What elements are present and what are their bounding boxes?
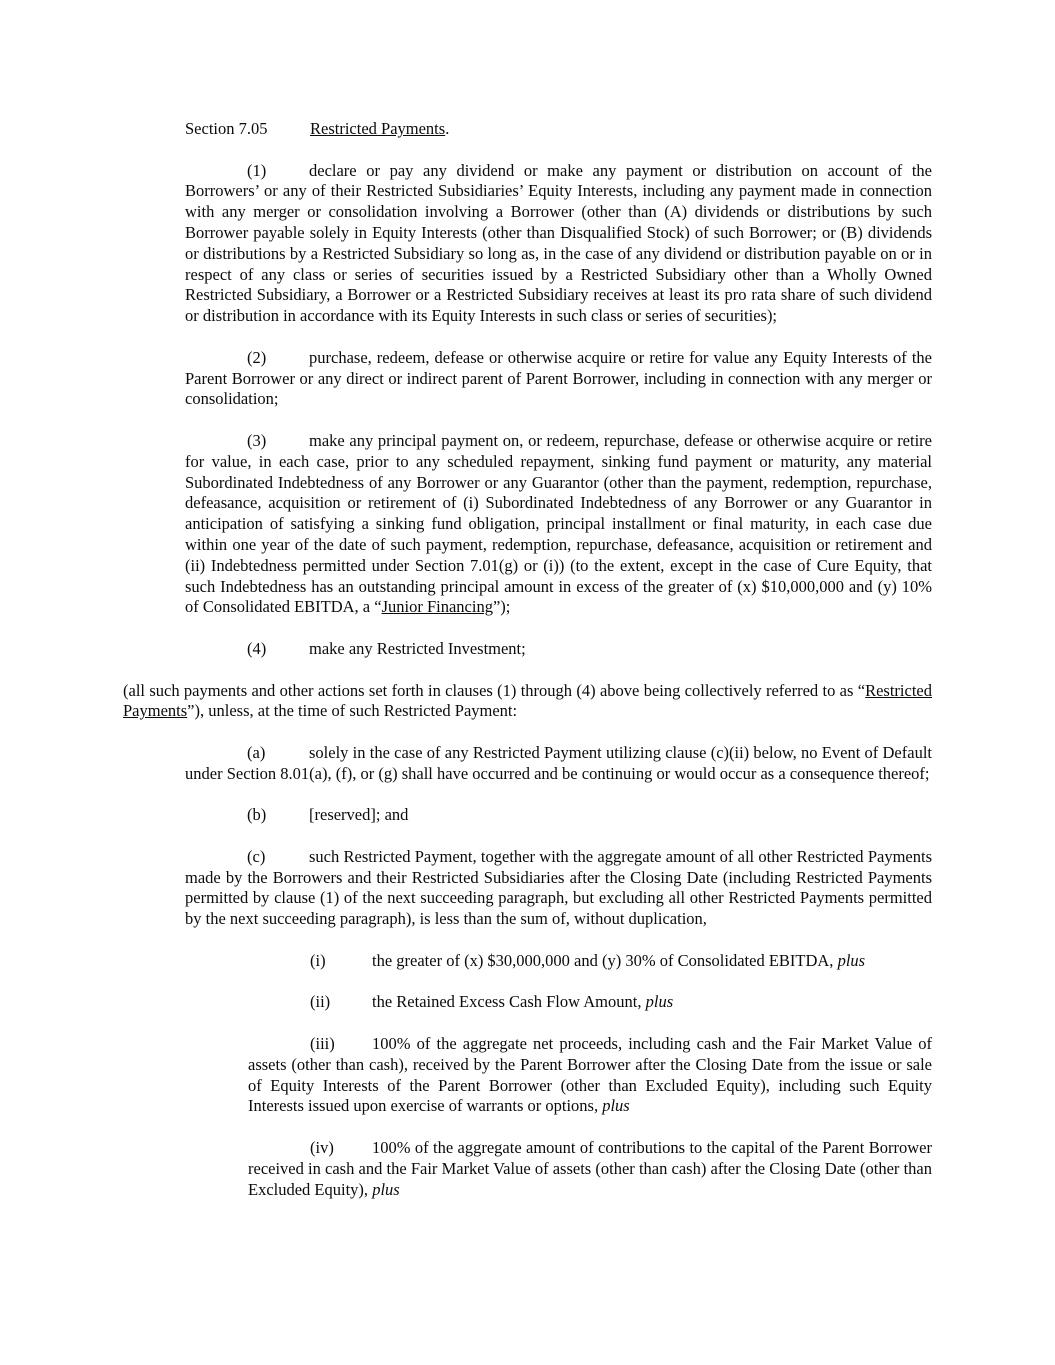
paragraph xyxy=(248,1138,932,1200)
clause-text xyxy=(185,431,932,616)
text-run: [reserved]; and xyxy=(309,805,409,825)
italic-run: plus xyxy=(837,950,866,970)
clause-label: (1) xyxy=(247,160,267,180)
clause-text xyxy=(309,639,526,658)
paragraph xyxy=(185,161,932,327)
paragraph xyxy=(185,743,932,785)
clause-label: (ii) xyxy=(310,992,331,1012)
text-run: 100% of the aggregate net proceeds, including cash and the Fair Market Value of assets (other than cash), received by the Parent Borrower after the Closing Date from the issue or sale of Equity Interests of the Parent Borrower (other than Excluded Equity), including such Equity Interests issued upon exercise of warrants or options, xyxy=(248,1034,932,1116)
clause-label: (3) xyxy=(247,430,267,450)
text-block xyxy=(123,119,932,1200)
paragraph xyxy=(185,431,932,618)
text-run: solely in the case of any Restricted Payment utilizing clause (c)(ii) below, no Event of Default under Section 8.01(a), (f), or (g) shall have occurred and be continuing or would occur as a consequence thereof; xyxy=(185,742,932,783)
paragraph xyxy=(248,951,932,972)
paragraph xyxy=(248,1034,932,1117)
clause-label: (iii) xyxy=(310,1034,335,1054)
paragraph xyxy=(185,805,932,826)
defined-term: Restricted Payments xyxy=(123,680,932,721)
text-run: declare or pay any dividend or make any payment or distribution on account of the Borrowers’ or any of their Restricted Subsidiaries’ Equity Interests, including any payment made in connection with any merger or consolidation involving a Borrower (other than (A) dividends or distributions by such Borrower payable solely in Equity Interests (other than Disqualified Stock) of such Borrower; or (B) dividends or distributions by a Restricted Subsidiary so long as, in the case of any dividend or distribution payable on or in respect of any class or series of securities issued by a Restricted Subsidiary other than a Wholly Owned Restricted Subsidiary, a Borrower or a Restricted Subsidiary receives at least its pro rata share of such dividend or distribution in accordance with its Equity Interests in such class or series of securities); xyxy=(185,160,932,326)
italic-run: plus xyxy=(372,1179,400,1199)
clause-text xyxy=(185,161,932,326)
section-title xyxy=(310,119,449,138)
clause-text xyxy=(372,992,673,1011)
text-run: make any principal payment on, or redeem, repurchase, defease or otherwise acquire or retire for value, in each case, prior to any scheduled repayment, sinking fund payment or maturity, any material Subordinated Indebtedness of any Borrower or any Guarantor (other than the payment, redemption, repurchase, defeasance, acquisition or retirement of (i) Subordinated Indebtedness of any Borrower or any Guarantor in anticipation of satisfying a sinking fund obligation, principal installment or final maturity, in each case due within one year of the date of such payment, redemption, repurchase, defeasance, acquisition or retirement and (ii) Indebtedness permitted under Section 7.01(g) or (i)) (to the extent, except in the case of Cure Equity, that such Indebtedness has an outstanding principal amount in excess of the greater of (x) $10,000,000 and (y) 10% of Consolidated EBITDA, a “ xyxy=(185,430,932,617)
text-run: ”); xyxy=(492,597,511,617)
text-run: purchase, redeem, defease or otherwise acquire or retire for value any Equity Interests of the Parent Borrower or any direct or indirect parent of Parent Borrower, including in connection with any merger or consolidation; xyxy=(185,347,932,409)
clause-label: (b) xyxy=(247,805,267,825)
paragraph xyxy=(185,639,932,660)
section-heading xyxy=(185,119,932,140)
paragraph xyxy=(185,348,932,410)
clause-label: (c) xyxy=(247,846,266,866)
defined-term: Junior Financing xyxy=(381,597,493,617)
italic-run: plus xyxy=(645,992,674,1012)
clause-text xyxy=(372,951,865,970)
paragraph-list xyxy=(123,161,932,1201)
text-run: (all such payments and other actions set forth in clauses (1) through (4) above being collectively referred to as “ xyxy=(123,680,866,700)
text-run: 100% of the aggregate amount of contributions to the capital of the Parent Borrower received in cash and the Fair Market Value of assets (other than cash) after the Closing Date (other than Excluded Equity), xyxy=(248,1138,932,1199)
text-run: such Restricted Payment, together with the aggregate amount of all other Restricted Payments made by the Borrowers and their Restricted Subsidiaries after the Closing Date (including Restricted Payments permitted by clause (1) of the next succeeding paragraph, but excluding all other Restricted Payments permitted by the next succeeding paragraph), is less than the sum of, without duplication, xyxy=(185,846,932,929)
paragraph xyxy=(185,847,932,930)
text-run: make any Restricted Investment; xyxy=(309,638,526,658)
clause-label: (iv) xyxy=(310,1138,334,1158)
text-run: the greater of (x) $30,000,000 and (y) 30% of Consolidated EBITDA, xyxy=(372,950,838,970)
section-number: Section 7.05 xyxy=(185,119,268,138)
clause-label: (2) xyxy=(247,347,267,367)
clause-text xyxy=(123,681,932,721)
defined-term: Restricted Payments xyxy=(310,119,446,138)
clause-label: (i) xyxy=(310,950,326,970)
clause-label: (4) xyxy=(247,638,267,658)
clause-label: (a) xyxy=(247,742,266,762)
text-run: ”), unless, at the time of such Restricted Payment: xyxy=(187,701,518,721)
text-run: the Retained Excess Cash Flow Amount, xyxy=(372,992,646,1012)
clause-text xyxy=(309,805,408,824)
text-run: . xyxy=(445,119,450,138)
paragraph xyxy=(123,681,932,723)
italic-run: plus xyxy=(602,1096,630,1116)
paragraph xyxy=(248,992,932,1013)
